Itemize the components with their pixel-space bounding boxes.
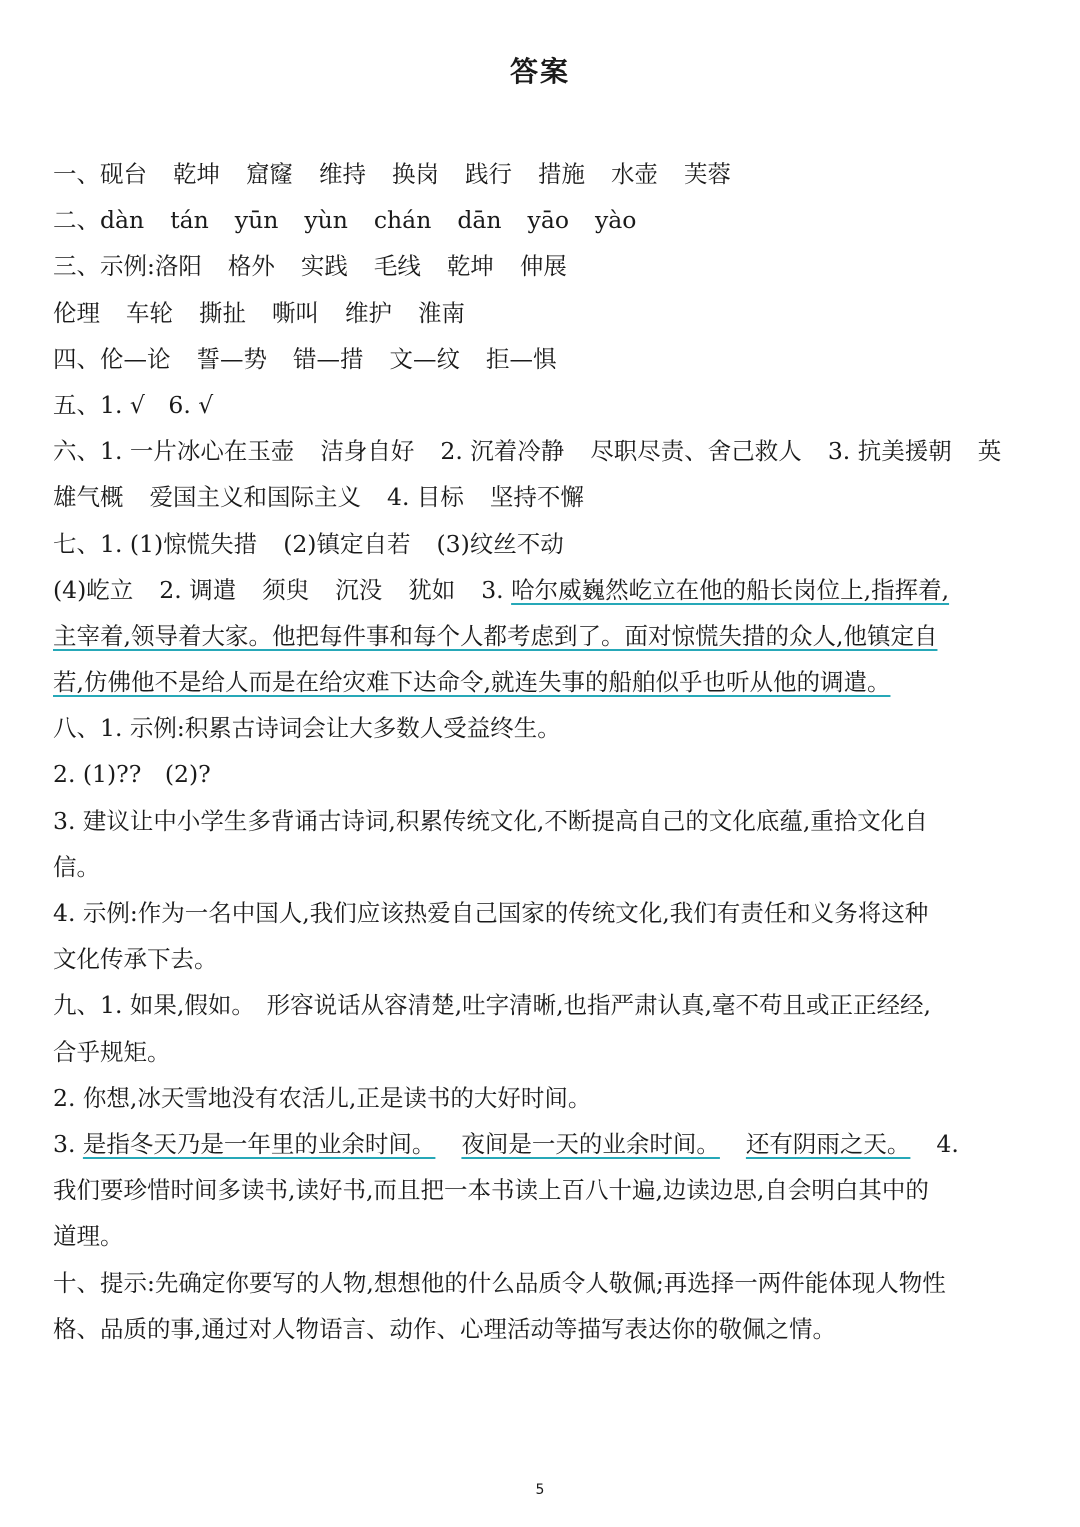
- answer-segment: (4)屹立: [53, 575, 134, 604]
- pinyin: dān: [457, 206, 502, 235]
- answer-1-prefix: 一、: [53, 160, 100, 188]
- word: 嘶叫: [272, 298, 319, 327]
- answer-4: [53, 336, 1029, 382]
- word: 实践: [300, 252, 348, 281]
- answer-segment: 洁身自好: [320, 437, 415, 466]
- answer-segment: 英: [977, 437, 1002, 466]
- word: 维护: [345, 298, 392, 327]
- answer-9-line-5: 我们要珍惜时间多读书,读好书,而且把一本书读上百八十遍,边读边思,自会明白其中的: [53, 1176, 929, 1205]
- word: 砚台: [100, 160, 147, 188]
- word: 窟窿: [246, 160, 293, 188]
- answer-4-prefix: 四、: [53, 344, 100, 373]
- answer-1: [53, 151, 1029, 197]
- answer-segment: 坚持不懈: [489, 483, 584, 512]
- answer-7-line-4: [53, 659, 1029, 705]
- pinyin: yùn: [304, 206, 348, 235]
- answer-3-line-2: [53, 290, 1029, 336]
- answer-8-line-6: 文化传承下去。: [53, 945, 218, 974]
- char-pair: 错—措: [293, 344, 364, 373]
- word: 乾坤: [173, 160, 220, 188]
- char-pair: 拒—惧: [486, 344, 557, 373]
- answer-7-line-1: [53, 521, 1029, 567]
- answer-8-line-2: 2. (1)?? (2)?: [53, 760, 211, 789]
- word: 芙蓉: [684, 160, 731, 188]
- answer-segment: (2)镇定自若: [283, 529, 411, 558]
- answer-6-line-1: [53, 428, 1029, 474]
- word: 格外: [227, 252, 275, 281]
- pinyin: chán: [373, 206, 432, 235]
- answer-segment: (3)纹丝不动: [436, 529, 564, 558]
- underlined-answer: 是指冬天乃是一年里的业余时间。: [82, 1129, 436, 1158]
- pinyin: yāo: [527, 206, 569, 235]
- word: 换岗: [392, 160, 439, 188]
- answer-segment: 2. 沉着冷静: [440, 437, 565, 466]
- answer-8-line-3: 3. 建议让中小学生多背诵古诗词,积累传统文化,不断提高自己的文化底蕴,重拾文化自: [53, 806, 928, 835]
- answer-segment: 2. 调遣: [159, 575, 237, 604]
- word: 洛阳: [154, 252, 202, 281]
- answer-5: 五、1. √ 6. √: [53, 390, 214, 419]
- answer-segment: 爱国主义和国际主义: [149, 483, 361, 512]
- answer-segment: 尽职尽责、舍己救人: [590, 437, 802, 466]
- word: 维持: [319, 160, 366, 188]
- char-pair: 伦—论: [100, 344, 171, 373]
- pinyin: yào: [594, 206, 637, 235]
- answer-segment: 3.: [53, 1129, 83, 1158]
- word: 措施: [538, 160, 585, 188]
- answer-8-line-5: 4. 示例:作为一名中国人,我们应该热爱自己国家的传统文化,我们有责任和义务将这种: [53, 899, 929, 927]
- char-pair: 文—纹: [389, 344, 460, 373]
- answer-3-line-1: [53, 243, 1029, 289]
- underlined-answer: 若,仿佛他不是给人而是在给灾难下达命令,就连失事的船舶似乎也听从他的调遣。: [53, 668, 891, 697]
- answer-9-line-2: 合乎规矩。: [53, 1037, 171, 1066]
- char-pair: 誓—势: [196, 344, 267, 373]
- word: 车轮: [126, 298, 173, 327]
- answer-segment: 3. 抗美援朝: [827, 437, 952, 466]
- answer-segment: 雄气概: [53, 483, 124, 512]
- answer-9-line-3: 2. 你想,冰天雪地没有农活儿,正是读书的大好时间。: [53, 1083, 592, 1112]
- answer-9-line-6: 道理。: [53, 1222, 124, 1251]
- answer-segment: 七、1. (1)惊慌失措: [53, 529, 258, 558]
- answer-segment: 4.: [936, 1129, 959, 1158]
- answer-3-prefix: 三、示例:: [53, 252, 155, 281]
- answer-7-line-3: [53, 613, 1029, 659]
- answer-segment: 犹如: [408, 575, 456, 604]
- page-title: 答案: [509, 55, 570, 88]
- word: 撕扯: [199, 298, 246, 327]
- pinyin: yūn: [234, 206, 279, 235]
- word: 毛线: [373, 252, 421, 281]
- underlined-answer: 主宰着,领导着大家。他把每件事和每个人都考虑到了。面对惊慌失措的众人,他镇定自: [53, 621, 938, 650]
- answer-8-line-1: 八、1. 示例:积累古诗词会让大多数人受益终生。: [53, 714, 561, 743]
- answer-segment: 须臾: [262, 575, 310, 604]
- word: 水壶: [611, 160, 658, 188]
- word: 伦理: [53, 298, 100, 327]
- answer-segment: 六、1. 一片冰心在玉壶: [53, 437, 295, 466]
- answer-10-line-2: 格、品质的事,通过对人物语言、动作、心理活动等描写表达你的敬佩之情。: [53, 1314, 836, 1343]
- underlined-answer: 还有阴雨之天。: [745, 1129, 911, 1158]
- word: 伸展: [519, 252, 567, 281]
- underlined-answer: 夜间是一天的业余时间。: [461, 1129, 720, 1158]
- answer-2-prefix: 二、: [53, 206, 100, 235]
- answer-segment: 4. 目标: [387, 483, 464, 512]
- answer-segment: 3.: [481, 575, 512, 604]
- answer-content: [53, 151, 1029, 1352]
- answer-6-line-2: [53, 474, 1029, 520]
- answer-segment: 沉没: [335, 575, 383, 604]
- answer-2: [53, 197, 1029, 243]
- answer-7-line-2: [53, 567, 1029, 613]
- underlined-answer: 哈尔威巍然屹立在他的船长岗位上,指挥着,: [511, 575, 950, 604]
- page-number: 5: [535, 1482, 545, 1498]
- pinyin: tán: [170, 206, 209, 235]
- answer-8-line-4: 信。: [53, 852, 100, 881]
- pinyin: dàn: [100, 206, 145, 235]
- answer-9-line-4: [53, 1121, 1029, 1167]
- word: 践行: [465, 160, 512, 188]
- word: 乾坤: [446, 252, 494, 281]
- answer-10-line-1: 十、提示:先确定你要写的人物,想想他的什么品质令人敬佩;再选择一两件能体现人物性: [53, 1268, 946, 1297]
- answer-9-line-1: 九、1. 如果,假如。 形容说话从容清楚,吐字清晰,也指严肃认真,毫不苟且或正正经经,: [53, 991, 931, 1020]
- word: 淮南: [418, 298, 465, 327]
